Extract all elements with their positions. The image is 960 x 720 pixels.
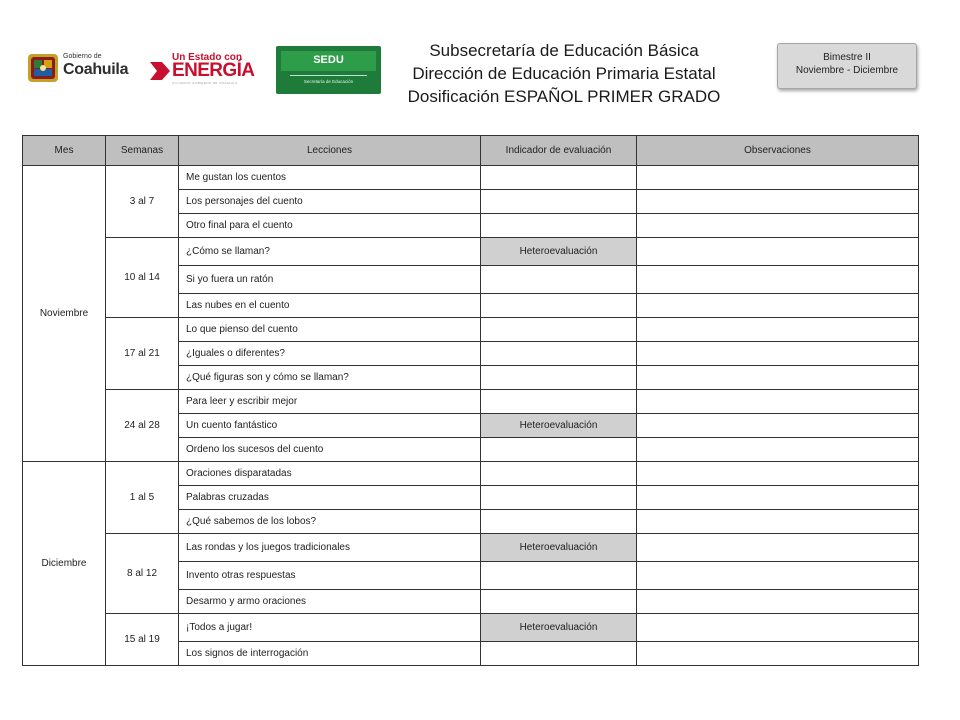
observations-cell [637,510,919,534]
observations-cell [637,166,919,190]
coahuila-seal-icon [26,52,60,84]
lesson-cell: Desarmo y armo oraciones [179,590,481,614]
observations-cell [637,642,919,666]
lesson-cell: Otro final para el cuento [179,214,481,238]
weeks-cell: 15 al 19 [106,614,179,666]
indicator-cell [481,562,637,590]
table-row [23,534,919,562]
weeks-cell: 10 al 14 [106,238,179,318]
weeks-cell: 3 al 7 [106,166,179,238]
indicator-cell [481,590,637,614]
indicator-cell [481,214,637,238]
table-row [23,614,919,642]
indicator-cell [481,390,637,414]
weeks-cell: 8 al 12 [106,534,179,614]
observations-cell [637,294,919,318]
observations-cell [637,562,919,590]
dosificacion-table [22,135,919,666]
bimestre-label: Bimestre II [823,52,871,63]
observations-cell [637,614,919,642]
observations-cell [637,238,919,266]
indicator-cell [481,190,637,214]
indicator-cell [481,318,637,342]
table-row [23,318,919,342]
lesson-cell: Me gustan los cuentos [179,166,481,190]
title-line-2: Dirección de Educación Primaria Estatal [412,64,716,83]
weeks-cell: 24 al 28 [106,390,179,462]
month-cell: Diciembre [23,462,106,666]
observations-cell [637,318,919,342]
lesson-cell: Los signos de interrogación [179,642,481,666]
bimestre-months: Noviembre - Diciembre [795,65,899,76]
month-cell: Noviembre [23,166,106,462]
header-lecciones: Lecciones [179,136,481,166]
observations-cell [637,366,919,390]
bimestre-box [777,43,917,89]
observations-cell [637,534,919,562]
observations-cell [637,214,919,238]
observations-cell [637,190,919,214]
lesson-cell: Ordeno los sucesos del cuento [179,438,481,462]
weeks-cell: 1 al 5 [106,462,179,534]
energia-text: ENERGÍA [172,60,255,81]
lesson-cell: Las nubes en el cuento [179,294,481,318]
coahuila-logo [26,50,138,86]
title-line-3: Dosificación ESPAÑOL PRIMER GRADO [407,87,721,106]
lesson-cell: Oraciones disparatadas [179,462,481,486]
header-observaciones: Observaciones [637,136,919,166]
indicator-cell: Heteroevaluación [481,614,637,642]
energia-tagline: UN NUEVO GOBIERNO DE COAHUILA [172,81,238,85]
table-row [23,166,919,190]
indicator-cell [481,486,637,510]
table-header-row [23,136,919,166]
observations-cell [637,414,919,438]
sedu-title: SEDU [313,54,344,66]
observations-cell [637,462,919,486]
header-semanas: Semanas [106,136,179,166]
lesson-cell: Un cuento fantástico [179,414,481,438]
coahuila-logo-text: Coahuila [63,61,129,78]
indicator-cell: Heteroevaluación [481,534,637,562]
lesson-cell: ¿Qué sabemos de los lobos? [179,510,481,534]
lesson-cell: Lo que pienso del cuento [179,318,481,342]
header-indicador: Indicador de evaluación [481,136,637,166]
sedu-subtitle: Secretaría de Educación [303,79,354,84]
lesson-cell: Los personajes del cuento [179,190,481,214]
indicator-cell [481,294,637,318]
lesson-cell: ¿Cómo se llaman? [179,238,481,266]
lesson-cell: Las rondas y los juegos tradicionales [179,534,481,562]
energia-arrow-icon [150,62,170,80]
indicator-cell [481,438,637,462]
indicator-cell [481,266,637,294]
observations-cell [637,438,919,462]
observations-cell [637,590,919,614]
lesson-cell: ¿Qué figuras son y cómo se llaman? [179,366,481,390]
observations-cell [637,266,919,294]
indicator-cell [481,462,637,486]
sedu-logo [276,46,381,94]
lesson-cell: ¡Todos a jugar! [179,614,481,642]
table-row [23,238,919,266]
indicator-cell [481,166,637,190]
energia-logo [150,52,255,86]
energia-top-text: Un Estado con [172,52,243,63]
lesson-cell: Si yo fuera un ratón [179,266,481,294]
indicator-cell: Heteroevaluación [481,414,637,438]
lesson-cell: ¿Iguales o diferentes? [179,342,481,366]
weeks-cell: 17 al 21 [106,318,179,390]
indicator-cell [481,366,637,390]
page-title [392,39,736,108]
observations-cell [637,390,919,414]
lesson-cell: Palabras cruzadas [179,486,481,510]
observations-cell [637,342,919,366]
table-row [23,462,919,486]
header-mes: Mes [23,136,106,166]
lesson-cell: Para leer y escribir mejor [179,390,481,414]
table-row [23,390,919,414]
indicator-cell [481,510,637,534]
indicator-cell [481,342,637,366]
observations-cell [637,486,919,510]
indicator-cell [481,642,637,666]
indicator-cell: Heteroevaluación [481,238,637,266]
lesson-cell: Invento otras respuestas [179,562,481,590]
title-line-1: Subsecretaría de Educación Básica [429,41,699,60]
coahuila-logo-small-text: Gobierno de [63,53,102,60]
